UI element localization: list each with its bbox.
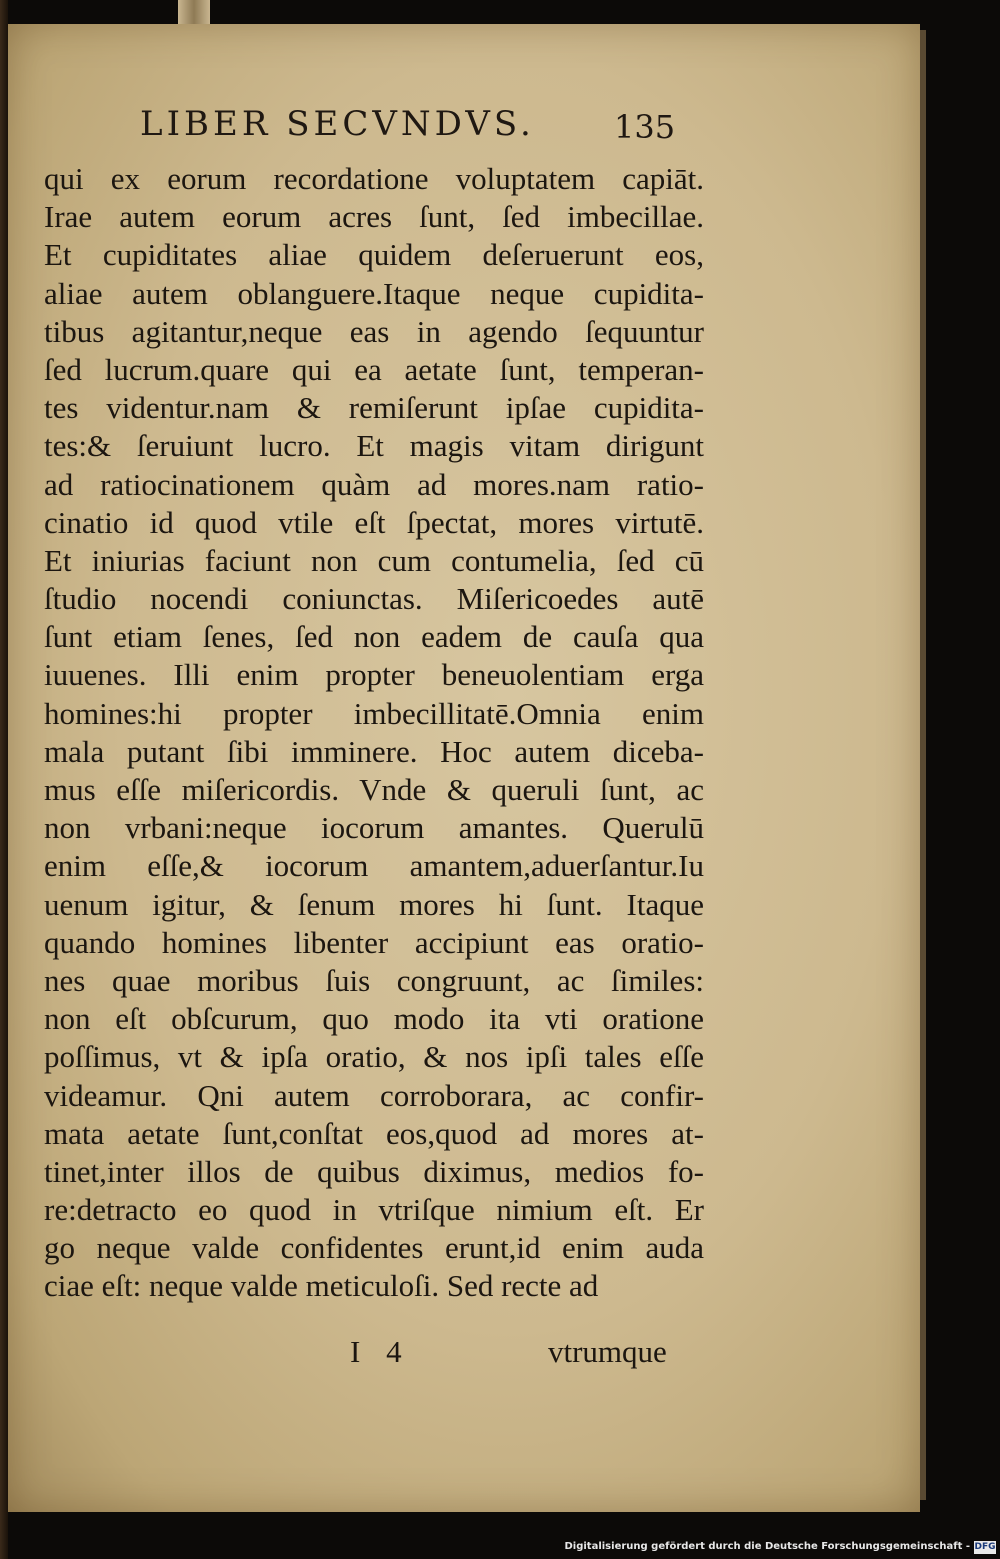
text-line: tes:& ſeruiunt lucro. Et magis vitam dirigunt [44,428,704,464]
text-line: quando homines libenter accipiunt eas oratio- [44,924,704,960]
text-line: tinet,inter illos de quibus diximus, medios fo- [44,1153,704,1189]
text-line: videamur. Qni autem corroborara, ac confir- [44,1077,704,1113]
text-line: non eſt obſcurum, quo modo ita vti oratione [44,1001,704,1037]
text-block [44,160,704,1306]
page-number: 135 [614,108,676,146]
text-line: re:detracto eo quod in vtriſque nimium eſt. Er [44,1192,704,1228]
text-line: tibus agitantur,neque eas in agendo ſequuntur [44,313,704,349]
text-line: enim eſſe,& iocorum amantem,aduerſantur.Iu [44,848,704,884]
text-line: uenum igitur, & ſenum mores hi ſunt. Itaque [44,886,704,922]
text-line: aliae autem oblanguere.Itaque neque cupidita- [44,275,704,311]
text-line: poſſimus, vt & ipſa oratio, & nos ipſi tales eſſe [44,1039,704,1075]
text-line: mus eſſe miſericordis. Vnde & queruli ſunt, ac [44,772,704,807]
text-line: ſtudio nocendi coniunctas. Miſericoedes autē [44,581,704,617]
page-tab-marker [178,0,210,26]
text-line: ad ratiocinationem quàm ad mores.nam ratio- [44,466,704,502]
text-line: Et cupiditates aliae quidem deſeruerunt eos, [44,237,704,273]
text-line: iuuenes. Illi enim propter beneuolentiam erga [44,657,704,693]
credit-text: Digitalisierung gefördert durch die Deutsche Forschungsgemeinschaft - [564,1541,970,1552]
text-line: cinatio id quod vtile eſt ſpectat, mores virtutē. [44,504,704,540]
text-line: Et iniurias faciunt non cum contumelia, ſed cū [44,542,704,578]
signature-mark: I 4 [350,1334,402,1369]
text-line: Irae autem eorum acres ſunt, ſed imbecillae. [44,199,704,235]
text-line: nes quae moribus ſuis congruunt, ac ſimiles: [44,962,704,998]
running-title: LIBER SECVNDVS. [140,104,535,144]
text-line: ſunt etiam ſenes, ſed non eadem de cauſa qua [44,619,704,655]
text-line: homines:hi propter imbecillitatē.Omnia enim [44,695,704,731]
digitization-credit-bar [0,1538,1000,1559]
text-line: mala putant ſibi imminere. Hoc autem diceba- [44,733,704,769]
text-line: non vrbani:neque iocorum amantes. Querulū [44,810,704,846]
text-line: go neque valde confidentes erunt,id enim auda [44,1230,704,1266]
catchword: vtrumque [548,1334,667,1369]
page-right-edge [920,30,926,1500]
book-spine-edge [0,0,8,1559]
text-line: ciae eſt: neque valde meticuloſi. Sed recte ad [44,1268,599,1304]
text-line: ſed lucrum.quare qui ea aetate ſunt, temperan- [44,351,704,387]
text-line: mata aetate ſunt,conſtat eos,quod ad mores at- [44,1115,704,1151]
text-line: qui ex eorum recordatione voluptatem capiāt. [44,161,704,196]
dfg-logo-icon: DFG [974,1542,996,1552]
text-line: tes videntur.nam & remiſerunt ipſae cupidita- [44,390,704,426]
